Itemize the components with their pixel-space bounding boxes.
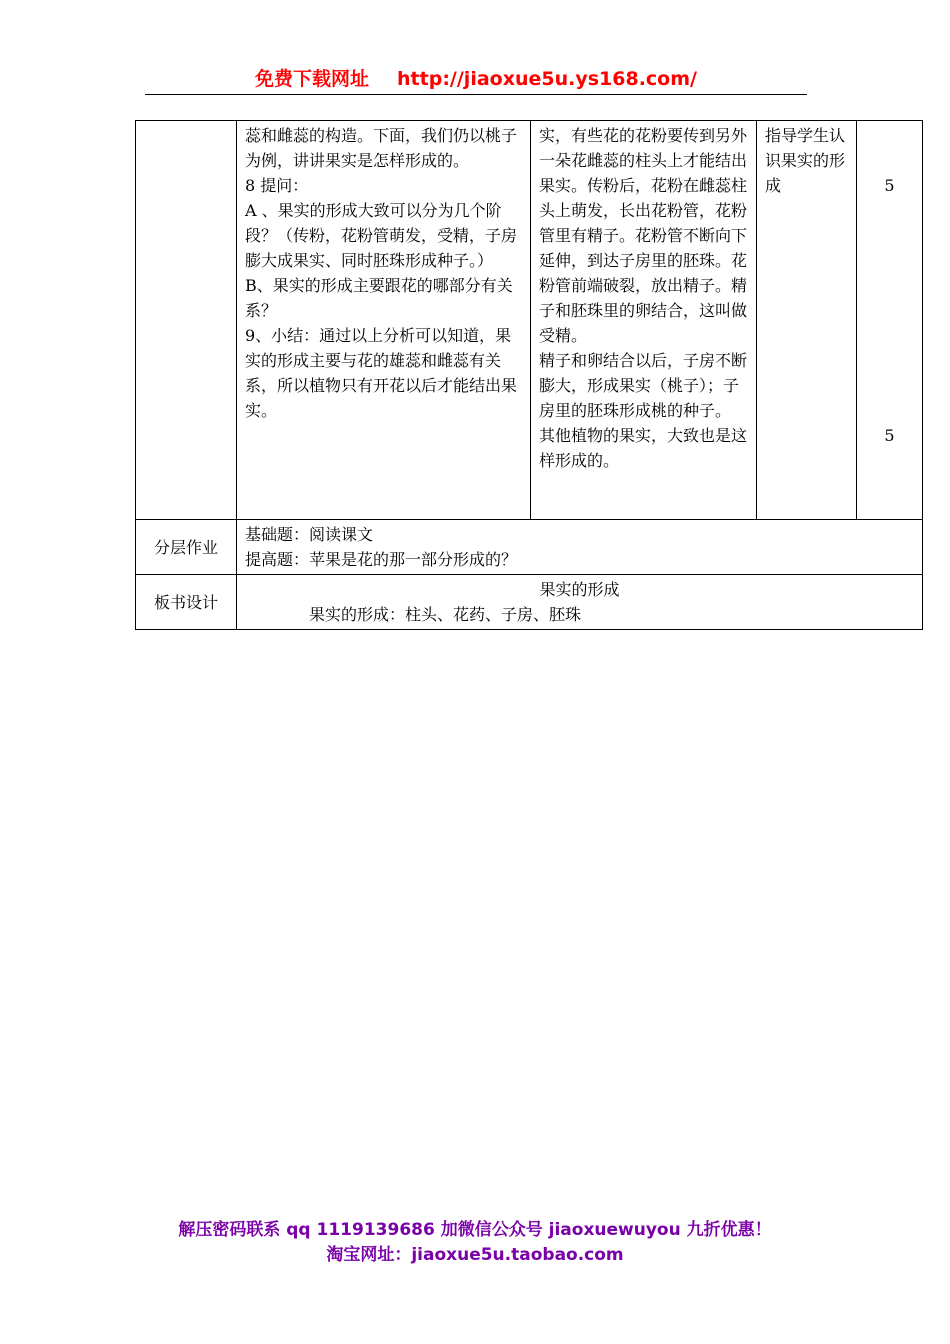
homework-label: 分层作业: [136, 520, 237, 575]
board-design-content-cell: [237, 575, 923, 630]
student-text-1: 实，有些花的花粉要传到另外一朵花雌蕊的柱头上才能结出果实。传粉后，花粉在雌蕊柱头上萌发，长出花粉管，花粉管里有精子。花粉管不断向下延伸，到达子房里的胚珠。花粉管前端破裂，放出精子。精子和胚珠里的卵结合，这叫做受精。: [539, 126, 748, 345]
teacher-text-5: 9、小结：通过以上分析可以知道，果实的形成主要与花的雄蕊和雌蕊有关系，所以植物只有开花以后才能结出果实。: [245, 326, 518, 420]
student-text-3: 其他植物的果实，大致也是这样形成的。: [539, 426, 748, 470]
header-site-label: 免费下载网址: [255, 68, 370, 90]
teacher-text-2: 8 提问：: [245, 176, 309, 195]
teacher-activity-cell: [237, 121, 531, 520]
homework-basic: 基础题：阅读课文: [245, 525, 374, 544]
footer-contact-line: 解压密码联系 qq 1119139686 加微信公众号 jiaoxuewuyou 九折优惠！: [178, 1220, 772, 1240]
page-header: [145, 66, 807, 95]
board-content: 果实的形成：柱头、花药、子房、胚珠: [309, 605, 582, 624]
board-design-row: [136, 575, 923, 630]
student-activity-cell: [531, 121, 757, 520]
student-text-2: 精子和卵结合以后，子房不断膨大，形成果实（桃子）；子房里的胚珠形成桃的种子。: [539, 351, 748, 420]
teacher-text-3: A 、果实的形成大致可以分为几个阶段？（传粉，花粉管萌发，受精，子房膨大成果实、同时胚珠形成种子。）: [245, 201, 518, 270]
footer-taobao-line: 淘宝网址：jiaoxue5u.taobao.com: [326, 1245, 624, 1265]
lesson-process-row: [136, 121, 923, 520]
board-title: 果实的形成: [539, 580, 620, 599]
board-design-label: 板书设计: [136, 575, 237, 630]
homework-row: [136, 520, 923, 575]
time-cell: [857, 121, 923, 520]
teacher-text-1: 蕊和雌蕊的构造。下面，我们仍以桃子为例，讲讲果实是怎样形成的。: [245, 126, 518, 170]
header-url-link[interactable]: http://jiaoxue5u.ys168.com/: [397, 68, 697, 90]
teacher-text-4: B、果实的形成主要跟花的哪部分有关系？: [245, 276, 513, 320]
time-value-1: 5: [884, 176, 895, 195]
homework-content-cell: [237, 520, 923, 575]
empty-label-cell: [136, 121, 237, 520]
page-footer: [0, 1218, 950, 1268]
lesson-plan-table: [135, 120, 923, 630]
time-value-2: 5: [884, 426, 895, 445]
homework-advanced: 提高题：苹果是花的那一部分形成的？: [245, 550, 518, 569]
design-intent-cell: 指导学生认识果实的形成: [757, 121, 857, 520]
